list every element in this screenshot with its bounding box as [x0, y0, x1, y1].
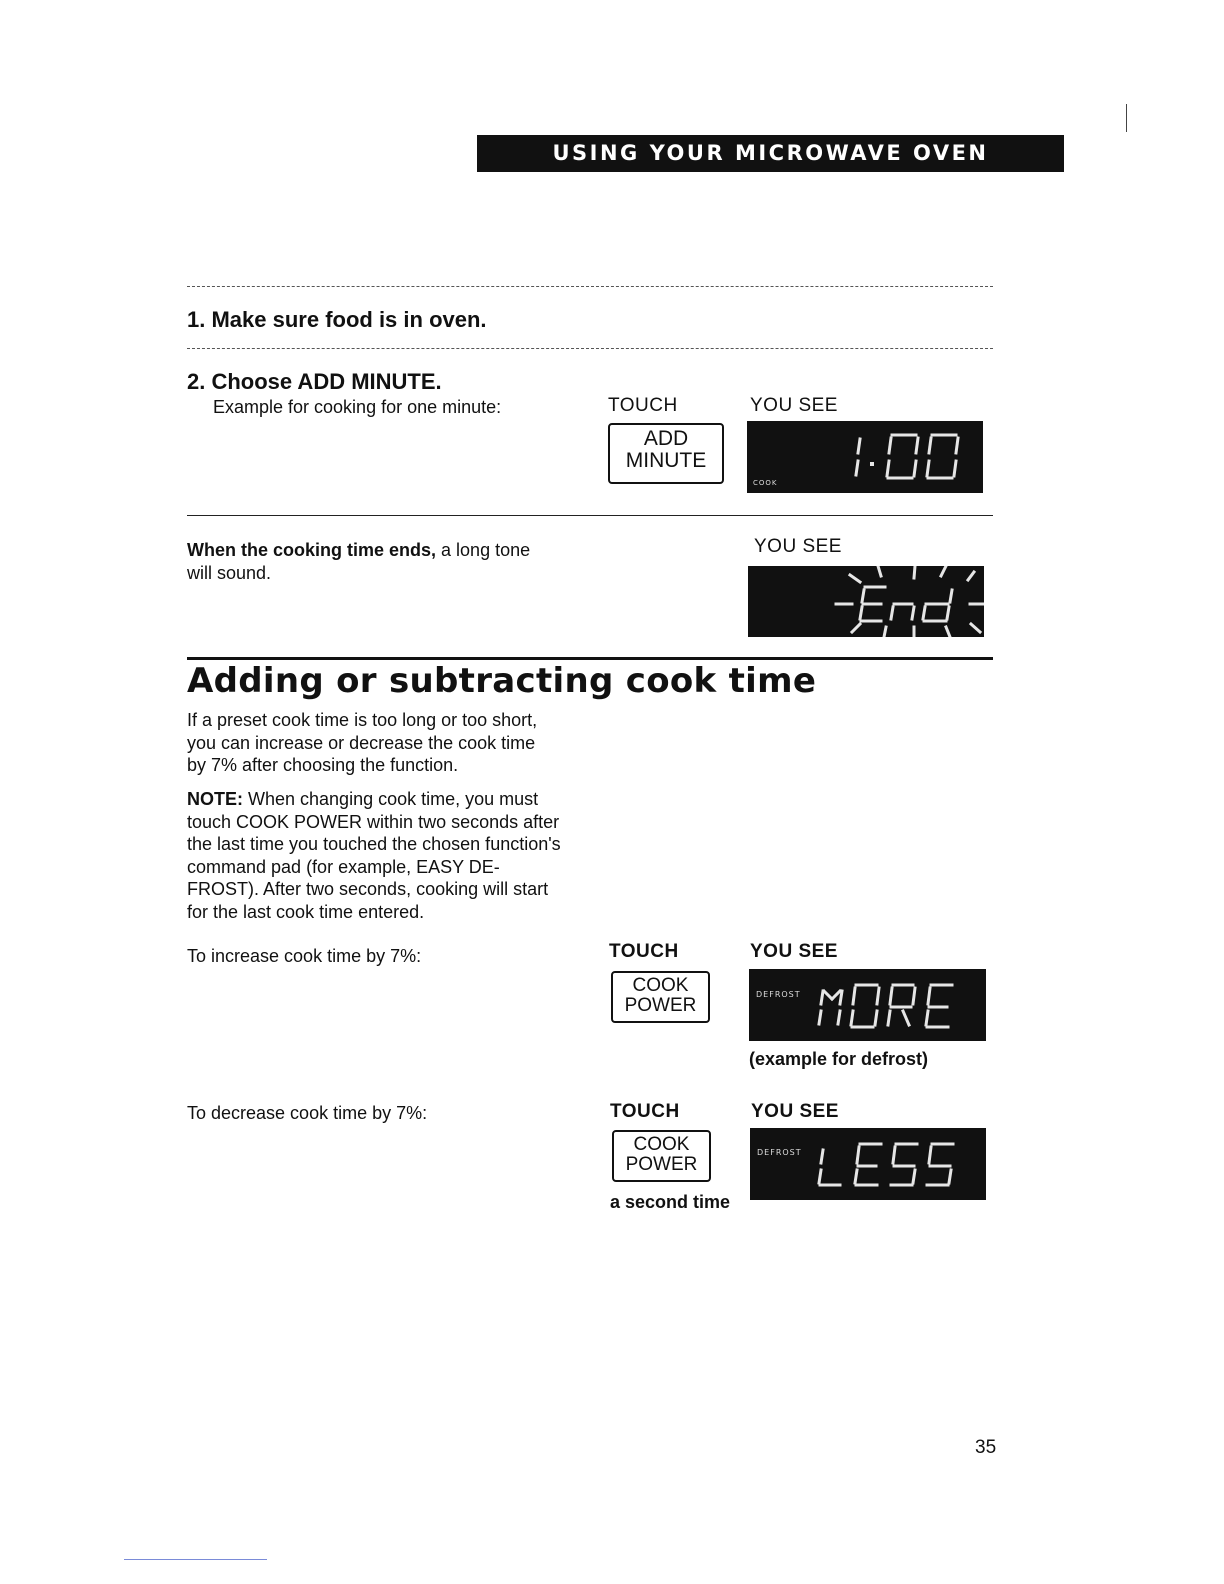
step-1-text: 1. Make sure food is in oven. [187, 307, 487, 332]
intro-line: you can increase or decrease the cook time [187, 732, 536, 753]
add-minute-pad [608, 423, 724, 484]
section-header-bar: USING YOUR MICROWAVE OVEN [477, 135, 1064, 172]
defrost-indicator: DEFROST [756, 990, 801, 999]
defrost-example-caption: (example for defrost) [749, 1049, 929, 1069]
page-edge-mark [1126, 104, 1127, 132]
end-text-line-2: will sound. [187, 563, 272, 583]
note-label: NOTE: [187, 789, 243, 809]
section-title: Adding or subtracting cook time [187, 661, 817, 701]
cook-power-pad [611, 971, 710, 1023]
more-readout [749, 969, 986, 1041]
seven-segment-readout [747, 421, 983, 493]
footer-line [124, 1559, 267, 1560]
intro-line: If a preset cook time is too long or too short, [187, 710, 538, 730]
display-more [749, 969, 986, 1041]
intro-paragraph [187, 709, 537, 777]
defrost-indicator: DEFROST [757, 1148, 802, 1157]
increase-text: To increase cook time by 7%: [187, 946, 422, 966]
note-paragraph [187, 788, 561, 923]
display-one-minute [747, 421, 983, 493]
divider [187, 515, 993, 516]
note-line: touch COOK POWER within two seconds after [187, 811, 560, 832]
touch-label: TOUCH [609, 941, 679, 962]
pad-label-line: POWER [625, 1154, 698, 1175]
note-line: FROST). After two seconds, cooking will start [187, 879, 549, 899]
touch-label: TOUCH [608, 395, 678, 416]
end-text-line-1 [187, 539, 530, 562]
section-rule [187, 657, 993, 660]
you-see-label: YOU SEE [751, 1101, 839, 1122]
step-2-title: 2. Choose ADD MINUTE. [187, 369, 442, 394]
you-see-label: YOU SEE [750, 395, 838, 416]
note-line: command pad (for example, EASY DE- [187, 856, 500, 877]
divider [187, 286, 993, 287]
end-readout [748, 566, 984, 637]
less-readout [750, 1128, 986, 1200]
note-line: the last time you touched the chosen function's [187, 834, 561, 854]
pad-label-line: COOK [633, 1134, 690, 1155]
pad-label-line: MINUTE [625, 449, 707, 472]
you-see-label: YOU SEE [750, 941, 838, 962]
display-end [748, 566, 984, 637]
end-text-rest: a long tone [436, 540, 531, 560]
divider [187, 348, 993, 349]
pad-label-line: ADD [643, 427, 689, 450]
end-text-lead: When the cooking time ends, [187, 540, 437, 560]
display-less [750, 1128, 986, 1200]
note-line: for the last cook time entered. [187, 901, 425, 922]
pad-label-line: COOK [632, 975, 689, 996]
step-2-example: Example for cooking for one minute: [213, 397, 502, 417]
cook-indicator: COOK [753, 479, 778, 487]
note-line: When changing cook time, you must [243, 789, 539, 809]
cook-power-pad [612, 1130, 711, 1182]
touch-label: TOUCH [610, 1101, 680, 1122]
decrease-text: To decrease cook time by 7%: [187, 1103, 428, 1123]
you-see-label: YOU SEE [754, 536, 842, 557]
pad-label-line: POWER [624, 995, 697, 1016]
intro-line: by 7% after choosing the function. [187, 755, 459, 775]
page-number: 35 [975, 1437, 997, 1458]
second-time-caption: a second time [610, 1192, 731, 1212]
